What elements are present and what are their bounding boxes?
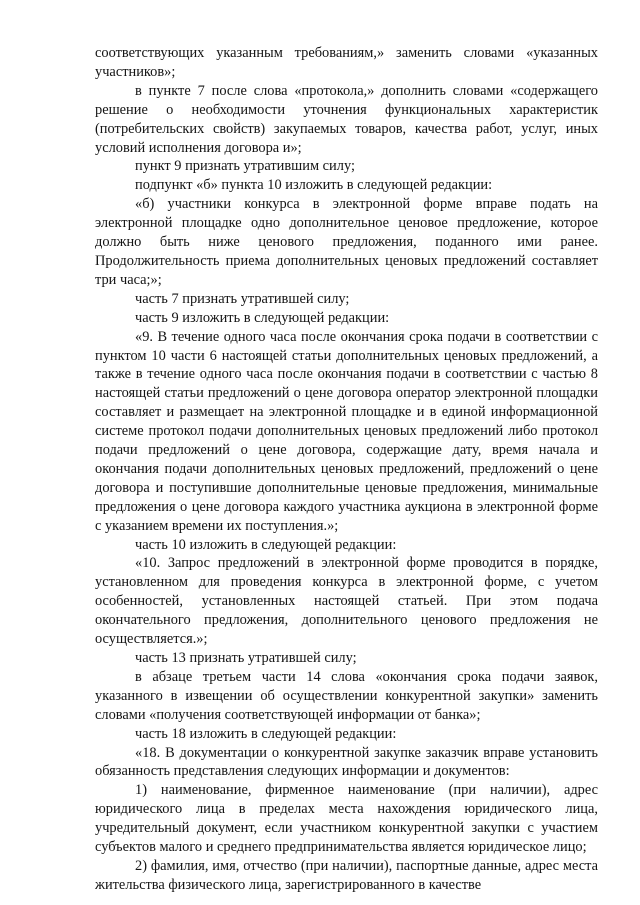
paragraph: часть 13 признать утратившей силу; <box>135 650 357 666</box>
paragraph: часть 10 изложить в следующей редакции: <box>135 536 397 553</box>
paragraph: часть 7 признать утратившей силу; <box>135 290 350 307</box>
paragraph: «10. Запрос предложений в электронной форме проводится в порядке, установленном для проведения конкурса в электронной форме, с учетом особенностей, установленных настоящей статьей. При этом подача окончательного предложения, дополнительного ценового предложения не осуществляется.»; <box>95 555 598 648</box>
paragraph: часть 18 изложить в следующей редакции: <box>135 725 397 742</box>
paragraph: в абзаце третьем части 14 слова «окончания срока подачи заявок, указанного в извещении об осуществлении конкурентной закупки» заменить словами «получения соответствующей информации от банка»; <box>95 668 598 723</box>
paragraph: «9. В течение одного часа после окончания срока подачи в соответствии с пунктом 10 части 6 настоящей статьи дополнительных ценовых предложений, а также в течение одного часа после окончания подачи в соответствии с частью 8 настоящей статьи предложений о цене договора оператор электронной площадки составляет и размещает на электронной площадке и в единой информационной системе протокол подачи дополнительных ценовых предложений либо протокол подачи предложений о цене договора, содержащие дату, время начала и окончания подачи дополнительных ценовых предложений, предложений о цене договора и поступившие дополнительные ценовые предложения, минимальные предложения о цене договора каждого участника аукциона в электронной форме с указанием времени их поступления.»; <box>95 328 598 534</box>
document-body <box>95 44 598 895</box>
paragraph: «18. В документации о конкурентной закупке заказчик вправе установить обязанность представления следующих информации и документов: <box>95 744 598 780</box>
paragraph: подпункт «б» пункта 10 изложить в следующей редакции: <box>135 177 493 194</box>
paragraph: соответствующих указанным требованиям,» заменить словами «указанных участников»; <box>95 45 598 80</box>
paragraph: «б) участники конкурса в электронной форме вправе подать на электронной площадке одно дополнительное ценовое предложение, которое должно быть ниже ценового предложения, поданного ими ранее. Продолжительность приема дополнительных ценовых предложений составляет три часа;»; <box>95 196 598 288</box>
paragraph: пункт 9 признать утратившим силу; <box>135 158 355 175</box>
paragraph: часть 9 изложить в следующей редакции: <box>135 309 390 326</box>
paragraph: 1) наименование, фирменное наименование (при наличии), адрес юридического лица в пределах места нахождения юридического лица, учредительный документ, если участником конкурентной закупки с участием субъектов малого и среднего предпринимательства является юридическое лицо; <box>95 782 598 856</box>
paragraph: 2) фамилия, имя, отчество (при наличии), паспортные данные, адрес места жительства физического лица, зарегистрированного в качестве <box>95 857 598 893</box>
paragraph: в пункте 7 после слова «протокола,» дополнить словами «содержащего решение о необходимости уточнения функциональных характеристик (потребительских свойств) закупаемых товаров, качества работ, услуг, иных условий исполнения договора и»; <box>95 82 598 156</box>
